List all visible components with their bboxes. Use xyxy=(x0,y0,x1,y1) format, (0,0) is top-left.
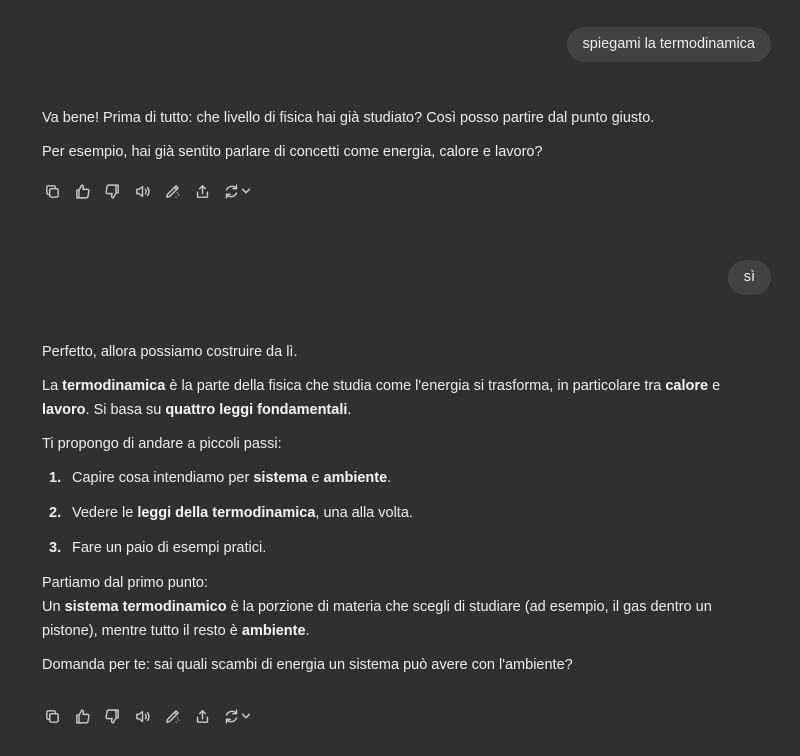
assistant-paragraph: La termodinamica è la parte della fisica che studia come l'energia si trasforma, in particolare tra calore e lavoro. Si basa su quattro leggi fondamentali. xyxy=(42,378,721,418)
good-response-button[interactable] xyxy=(72,706,92,726)
read-aloud-button[interactable] xyxy=(132,706,152,726)
regenerate-icon xyxy=(223,183,240,200)
read-aloud-icon xyxy=(134,183,151,200)
edit-button[interactable] xyxy=(162,706,182,726)
list-item: 1. Capire cosa intendiamo per sistema e ambiente. xyxy=(49,470,392,486)
read-aloud-button[interactable] xyxy=(132,181,152,201)
good-response-button[interactable] xyxy=(72,181,92,201)
assistant-paragraph: Domanda per te: sai quali scambi di energia un sistema può avere con l'ambiente? xyxy=(42,657,573,673)
assistant-paragraph: Partiamo dal primo punto: Un sistema termodinamico è la porzione di materia che scegli di studiare (ad esempio, il gas dentro un pistone), mentre tutto il resto è ambiente. xyxy=(42,575,712,639)
bold-term: ambiente xyxy=(241,623,306,639)
message-actions-toolbar xyxy=(42,706,252,726)
assistant-paragraph: Per esempio, hai già sentito parlare di concetti come energia, calore e lavoro? xyxy=(42,144,543,160)
regenerate-button[interactable] xyxy=(222,181,252,201)
thumbs-up-icon xyxy=(74,183,91,200)
assistant-message xyxy=(42,106,762,164)
thumbs-down-icon xyxy=(104,183,121,200)
thumbs-down-icon xyxy=(104,708,121,725)
copy-button[interactable] xyxy=(42,706,62,726)
steps-list xyxy=(42,466,762,560)
share-icon xyxy=(194,183,211,200)
bad-response-button[interactable] xyxy=(102,181,122,201)
assistant-paragraph: Perfetto, allora possiamo costruire da lì. xyxy=(42,344,298,360)
bold-term: sistema termodinamico xyxy=(64,599,227,615)
copy-icon xyxy=(44,708,61,725)
regenerate-icon xyxy=(223,708,240,725)
edit-icon xyxy=(164,708,181,725)
user-message-bubble: sì xyxy=(728,260,771,295)
bold-term: calore xyxy=(665,378,709,394)
assistant-message xyxy=(42,340,762,677)
share-icon xyxy=(194,708,211,725)
regenerate-button[interactable] xyxy=(222,706,252,726)
edit-button[interactable] xyxy=(162,181,182,201)
share-button[interactable] xyxy=(192,706,212,726)
copy-icon xyxy=(44,183,61,200)
copy-button[interactable] xyxy=(42,181,62,201)
share-button[interactable] xyxy=(192,181,212,201)
edit-icon xyxy=(164,183,181,200)
bold-term: termodinamica xyxy=(62,378,166,394)
assistant-paragraph: Ti propongo di andare a piccoli passi: xyxy=(42,436,282,452)
bold-term: lavoro xyxy=(42,402,86,418)
bold-term: quattro leggi fondamentali xyxy=(165,402,348,418)
list-item: 2. Vedere le leggi della termodinamica, una alla volta. xyxy=(49,505,413,521)
chevron-down-icon xyxy=(241,186,251,196)
bad-response-button[interactable] xyxy=(102,706,122,726)
chevron-down-icon xyxy=(241,711,251,721)
user-message-bubble: spiegami la termodinamica xyxy=(567,27,771,62)
message-actions-toolbar xyxy=(42,181,252,201)
assistant-paragraph: Va bene! Prima di tutto: che livello di fisica hai già studiato? Così posso partire dal punto giusto. xyxy=(42,110,655,126)
list-item: 3. Fare un paio di esempi pratici. xyxy=(49,540,267,556)
read-aloud-icon xyxy=(134,708,151,725)
thumbs-up-icon xyxy=(74,708,91,725)
